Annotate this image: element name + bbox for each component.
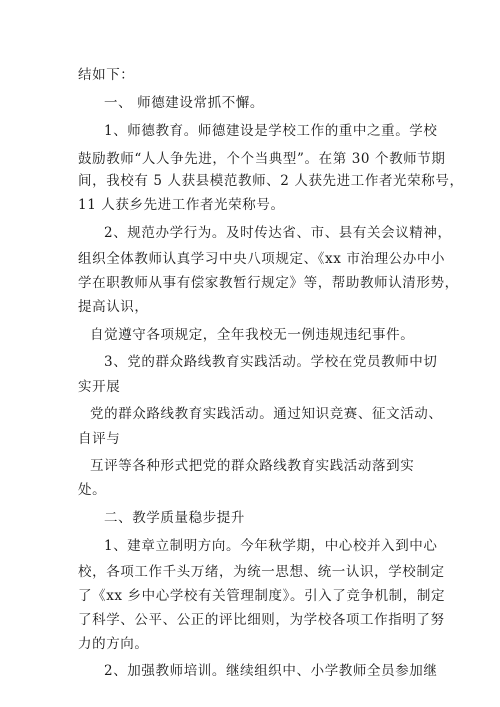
text-line: 了科学、公平、公正的评比细则，为学校各项工作指明了努 <box>78 612 445 628</box>
text-line: 自评与 <box>78 431 121 447</box>
text-line: 互评等各种形式把党的群众路线教育实践活动落到实 <box>90 458 415 474</box>
text-line: 组织全体教师认真学习中央八项规定、《xx 市治理公办中小 <box>78 251 446 267</box>
text-line: 了《xx 乡中心学校有关管理制度》。引入了竞争机制，制定 <box>78 588 446 604</box>
text-line: 党的群众路线教育实践活动。通过知识竞赛、征文活动、 <box>90 406 443 422</box>
text-line: 实开展 <box>78 379 121 395</box>
text-line: 11 人获乡先进工作者光荣称号。 <box>78 197 285 213</box>
text-line: 学在职教师从事有偿家教暂行规定》等，帮助教师认清形势， <box>78 275 459 291</box>
text-line: 提高认识， <box>78 299 149 315</box>
text-line: 1、师德教育。师德建设是学校工作的重中之重。学校 <box>104 123 438 139</box>
text-line: 3、党的群众路线教育实践活动。学校在党员教师中切 <box>104 354 438 370</box>
text-line: 间，我校有 5 人获县模范教师、2 人获先进工作者光荣称号， <box>78 173 464 189</box>
text-line: 2、规范办学行为。及时传达省、市、县有关会议精神， <box>104 225 452 241</box>
text-line: 鼓励教师“人人争先进，个个当典型”。在第 30 个教师节期 <box>78 151 446 167</box>
section-heading: 二、教学质量稳步提升 <box>104 510 245 526</box>
text-line: 2、加强教师培训。继续组织中、小学教师全员参加继 <box>104 663 438 679</box>
text-line: 处。 <box>78 482 107 498</box>
text-line: 校，各项工作千头万绪，为统一思想、统一认识，学校制定 <box>78 564 445 580</box>
text-line: 结如下： <box>78 67 135 83</box>
section-heading: 一、 师德建设常抓不懈。 <box>104 95 264 111</box>
text-line: 1、建章立制明方向。今年秋学期，中心校并入到中心 <box>104 538 438 554</box>
text-line: 自觉遵守各项规定，全年我校无一例违规违纪事件。 <box>90 327 415 343</box>
text-line: 力的方向。 <box>78 636 149 652</box>
